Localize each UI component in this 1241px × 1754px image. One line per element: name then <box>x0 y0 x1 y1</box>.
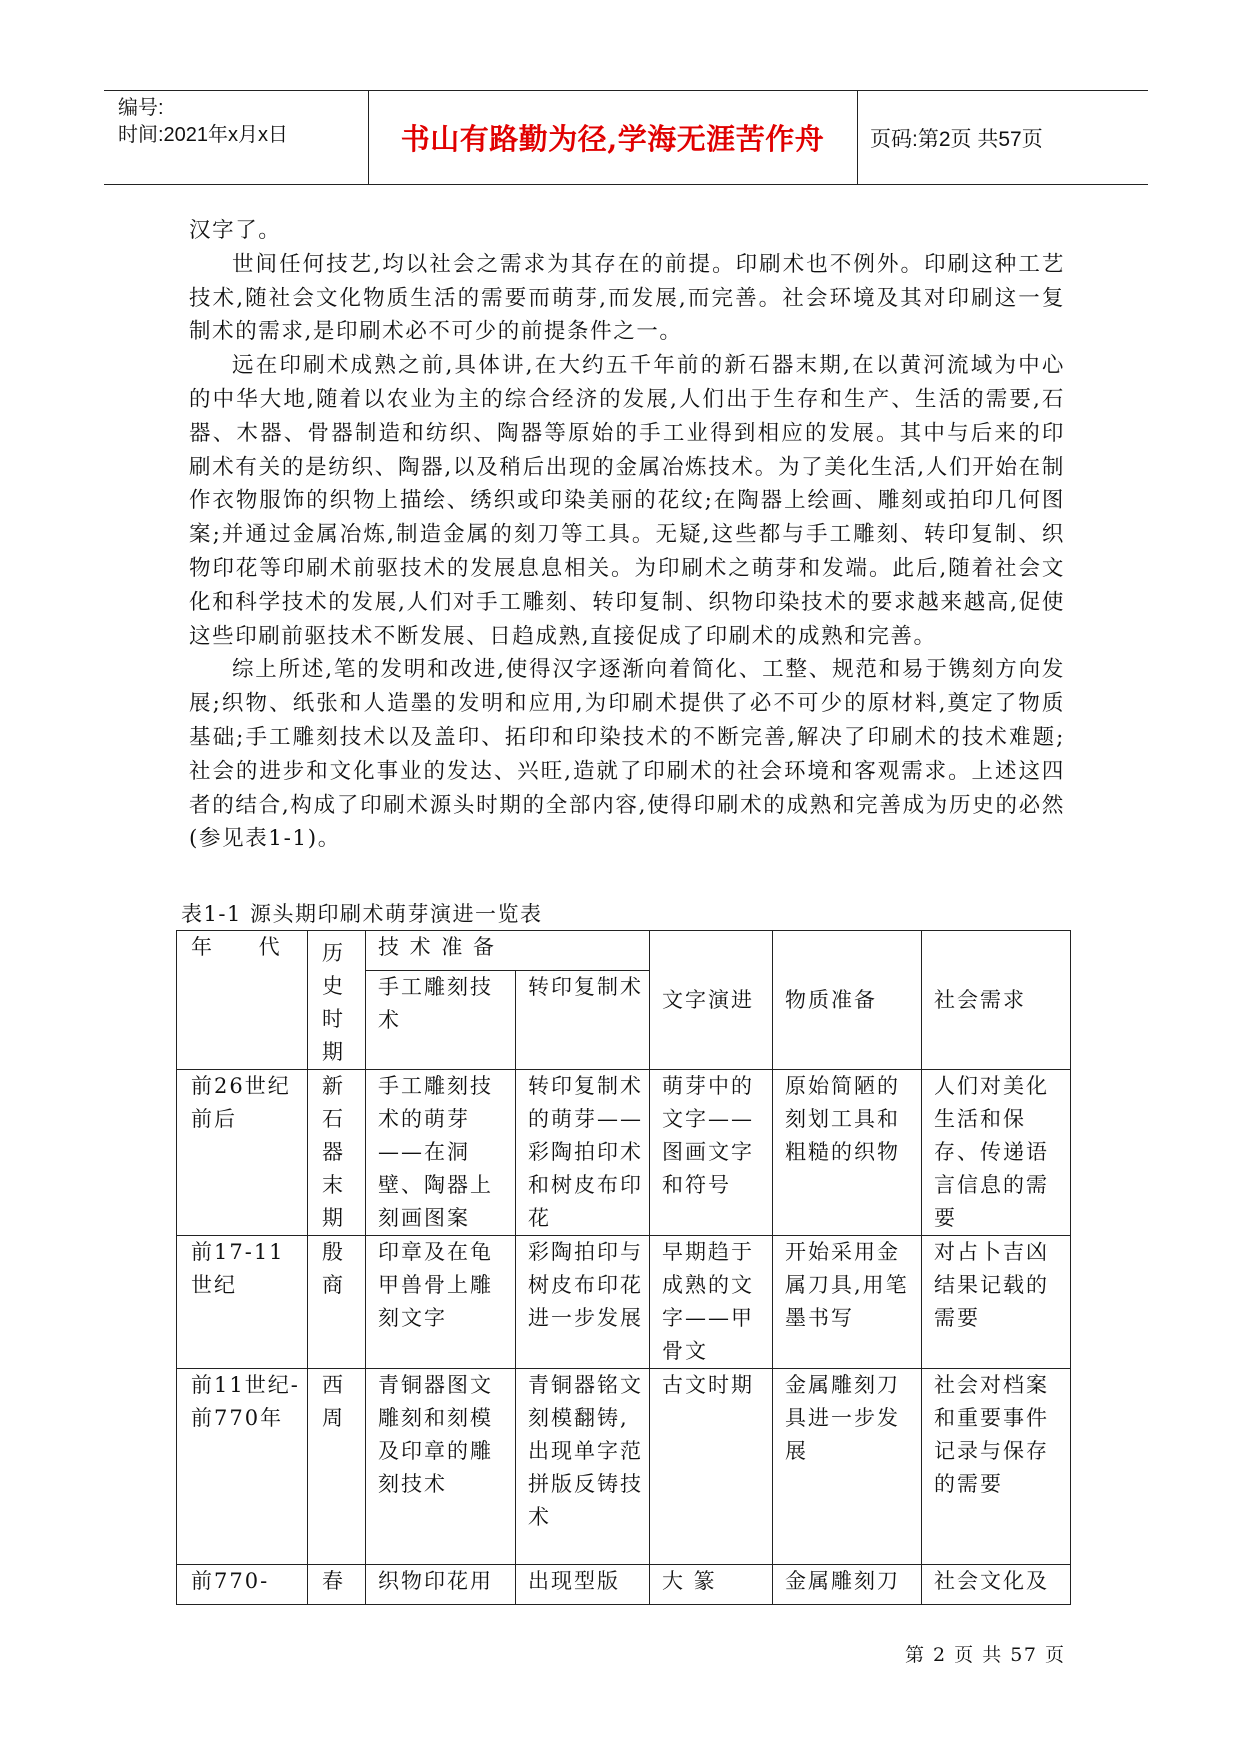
paragraph: 汉字了。 <box>189 218 282 243</box>
header-carving: 手工雕刻技术 <box>366 971 516 1070</box>
header-tech-group: 技 术 准 备 <box>366 931 650 971</box>
cell-carving: 织物印花用 <box>366 1565 516 1605</box>
cell-script: 古文时期 <box>650 1369 773 1565</box>
cell-history: 殷商 <box>308 1236 366 1369</box>
header-divider-right <box>857 91 858 184</box>
cell-history: 西周 <box>308 1369 366 1565</box>
document-number-label: 编号: <box>118 97 164 119</box>
table-row <box>177 1236 1071 1369</box>
header-demand: 社会需求 <box>922 931 1071 1070</box>
cell-transfer: 转印复制术的萌芽——彩陶拍印术和树皮布印花 <box>516 1070 650 1236</box>
page-footer: 第 2 页 共 57 页 <box>905 1644 1066 1666</box>
cell-demand: 社会文化及 <box>922 1565 1071 1605</box>
evolution-table <box>176 930 1071 1605</box>
header-script: 文字演进 <box>650 931 773 1070</box>
table-row <box>177 1070 1071 1236</box>
table-row <box>177 1369 1071 1565</box>
table-caption: 表1-1 源头期印刷术萌芽演进一览表 <box>181 902 543 926</box>
cell-material: 开始采用金属刀具,用笔墨书写 <box>773 1236 922 1369</box>
cell-material: 原始简陋的刻划工具和粗糙的织物 <box>773 1070 922 1236</box>
cell-history: 春 <box>308 1565 366 1605</box>
cell-script: 萌芽中的文字——图画文字和符号 <box>650 1070 773 1236</box>
cell-carving: 印章及在龟甲兽骨上雕刻文字 <box>366 1236 516 1369</box>
page-header <box>104 90 1148 185</box>
table-row <box>177 1565 1071 1605</box>
cell-transfer: 青铜器铭文刻模翻铸,出现单字范拼版反铸技术 <box>516 1369 650 1565</box>
paragraph: 综上所述,笔的发明和改进,使得汉字逐渐向着简化、工整、规范和易于镌刻方向发展;织物、纸张和人造墨的发明和应用,为印刷术提供了必不可少的原材料,奠定了物质基础;手工雕刻技术以及盖印、拓印和印染技术的不断完善,解决了印刷术的技术难题;社会的进步和文化事业的发达、兴旺,造就了印刷术的社会环境和客观需求。上述这四者的结合,构成了印刷术源头时期的全部内容,使得印刷术的成熟和完善成为历史的必然(参见表1-1)。 <box>189 657 1065 852</box>
cell-demand: 对占卜吉凶结果记载的需要 <box>922 1236 1071 1369</box>
header-motto: 书山有路勤为径,学海无涯苦作舟 <box>400 122 825 156</box>
paragraph: 远在印刷术成熟之前,具体讲,在大约五千年前的新石器末期,在以黄河流域为中心的中华大地,随着以农业为主的综合经济的发展,人们出于生存和生产、生活的需要,石器、木器、骨器制造和纺织、陶器等原始的手工业得到相应的发展。其中与后来的印刷术有关的是纺织、陶器,以及稍后出现的金属冶炼技术。为了美化生活,人们开始在制作衣物服饰的织物上描绘、绣织或印染美丽的花纹;在陶器上绘画、雕刻或拍印几何图案;并通过金属冶炼,制造金属的刻刀等工具。无疑,这些都与手工雕刻、转印复制、织物印花等印刷术前驱技术的发展息息相关。为印刷术之萌芽和发端。此后,随着社会文化和科学技术的发展,人们对手工雕刻、转印复制、织物印染技术的要求越来越高,促使这些印刷前驱技术不断发展、日趋成熟,直接促成了印刷术的成熟和完善。 <box>189 353 1065 649</box>
header-page-number: 页码:第2页 共57页 <box>870 127 1043 151</box>
header-era: 年 代 <box>177 931 308 1070</box>
cell-history: 新石器末期 <box>308 1070 366 1236</box>
cell-demand: 人们对美化生活和保存、传递语言信息的需要 <box>922 1070 1071 1236</box>
cell-transfer: 出现型版 <box>516 1565 650 1605</box>
header-material: 物质准备 <box>773 931 922 1070</box>
cell-script: 早期趋于成熟的文字——甲骨文 <box>650 1236 773 1369</box>
cell-material: 金属雕刻刀具进一步发展 <box>773 1369 922 1565</box>
table-header-row <box>177 931 1071 971</box>
header-transfer: 转印复制术 <box>516 971 650 1070</box>
paragraph: 世间任何技艺,均以社会之需求为其存在的前提。印刷术也不例外。印刷这种工艺技术,随社会文化物质生活的需要而萌芽,而发展,而完善。社会环境及其对印刷这一复制术的需求,是印刷术必不可少的前提条件之一。 <box>189 251 1065 345</box>
document-time-label: 时间:2021年x月x日 <box>118 124 289 146</box>
cell-era: 前26世纪前后 <box>177 1070 308 1236</box>
cell-material: 金属雕刻刀 <box>773 1565 922 1605</box>
cell-transfer: 彩陶拍印与树皮布印花进一步发展 <box>516 1236 650 1369</box>
header-history: 历史时期 <box>308 931 366 1070</box>
cell-era: 前770- <box>177 1565 308 1605</box>
cell-carving: 青铜器图文雕刻和刻模及印章的雕刻技术 <box>366 1369 516 1565</box>
cell-carving: 手工雕刻技术的萌芽——在洞壁、陶器上刻画图案 <box>366 1070 516 1236</box>
body-text <box>189 214 1065 856</box>
header-info <box>118 95 288 149</box>
cell-script: 大 篆 <box>650 1565 773 1605</box>
cell-era: 前11世纪-前770年 <box>177 1369 308 1565</box>
cell-era: 前17-11世纪 <box>177 1236 308 1369</box>
cell-demand: 社会对档案和重要事件记录与保存的需要 <box>922 1369 1071 1565</box>
